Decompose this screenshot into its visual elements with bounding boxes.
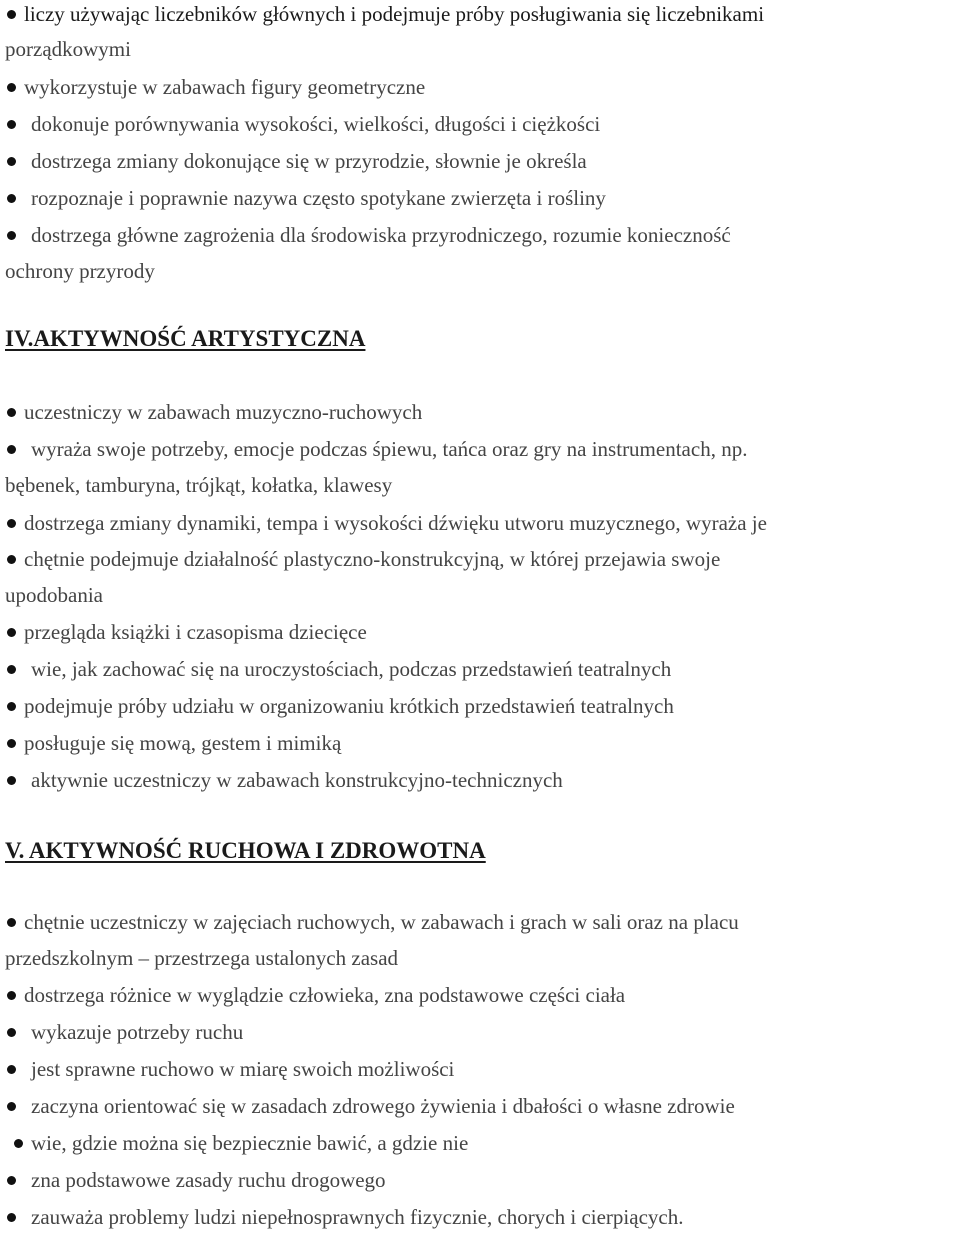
bullet-icon [7,194,16,203]
list-item: dostrzega zmiany dokonujące się w przyrodzie, słownie je określa [31,149,587,173]
list-item: podejmuje próby udziału w organizowaniu krótkich przedstawień teatralnych [24,694,674,718]
list-item: zna podstawowe zasady ruchu drogowego [31,1168,386,1192]
bullet-icon [7,665,16,674]
bullet-icon [14,1139,23,1148]
list-item: dostrzega główne zagrożenia dla środowiska przyrodniczego, rozumie konieczność [31,223,731,247]
list-item: przegląda książki i czasopisma dziecięce [24,620,367,644]
bullet-icon [7,555,16,564]
list-item: zaczyna orientować się w zasadach zdrowego żywienia i dbałości o własne zdrowie [31,1094,735,1118]
list-item-continuation: przedszkolnym – przestrzega ustalonych zasad [5,946,399,970]
bullet-icon [7,991,16,1000]
list-item: wykorzystuje w zabawach figury geometryczne [24,75,426,99]
list-item: wie, gdzie można się bezpiecznie bawić, a gdzie nie [31,1131,469,1155]
list-item: wie, jak zachować się na uroczystościach, podczas przedstawień teatralnych [31,657,672,681]
bullet-icon [7,120,16,129]
list-item: dostrzega zmiany dynamiki, tempa i wysokości dźwięku utworu muzycznego, wyraża je [24,511,767,535]
list-item: chętnie podejmuje działalność plastyczno-konstrukcyjną, w której przejawia swoje [24,547,721,571]
list-item-continuation: ochrony przyrody [5,259,155,283]
list-item: dostrzega różnice w wyglądzie człowieka, zna podstawowe części ciała [24,983,626,1007]
bullet-icon [7,408,16,417]
bullet-icon [7,1176,16,1185]
bullet-icon [7,918,16,927]
list-item: wyraża swoje potrzeby, emocje podczas śpiewu, tańca oraz gry na instrumentach, np. [31,437,748,461]
list-item: jest sprawne ruchowo w miarę swoich możliwości [31,1057,455,1081]
list-item: uczestniczy w zabawach muzyczno-ruchowych [24,400,423,424]
bullet-icon [7,702,16,711]
section-heading: V. AKTYWNOŚĆ RUCHOWA I ZDROWOTNA [5,838,486,863]
bullet-icon [7,1065,16,1074]
bullet-icon [7,1102,16,1111]
section-heading: IV.AKTYWNOŚĆ ARTYSTYCZNA [5,326,366,351]
list-item-continuation: bębenek, tamburyna, trójkąt, kołatka, klawesy [5,473,393,497]
list-item: zauważa problemy ludzi niepełnosprawnych fizycznie, chorych i cierpiących. [31,1205,684,1229]
list-item: chętnie uczestniczy w zajęciach ruchowych, w zabawach i grach w sali oraz na placu [24,910,739,934]
list-item: posługuje się mową, gestem i mimiką [24,731,342,755]
list-item: aktywnie uczestniczy w zabawach konstrukcyjno-technicznych [31,768,563,792]
bullet-icon [7,10,16,19]
list-item: liczy używając liczebników głównych i podejmuje próby posługiwania się liczebnikami [24,2,765,26]
list-item: wykazuje potrzeby ruchu [31,1020,244,1044]
bullet-icon [7,628,16,637]
bullet-icon [7,519,16,528]
bullet-icon [7,231,16,240]
bullet-icon [7,445,16,454]
bullet-icon [7,739,16,748]
bullet-icon [7,1028,16,1037]
bullet-icon [7,1213,16,1222]
bullet-icon [7,157,16,166]
bullet-icon [7,83,16,92]
list-item-continuation: porządkowymi [5,37,131,61]
bullet-icon [7,776,16,785]
list-item: dokonuje porównywania wysokości, wielkości, długości i ciężkości [31,112,601,136]
list-item: rozpoznaje i poprawnie nazywa często spotykane zwierzęta i rośliny [31,186,606,210]
list-item-continuation: upodobania [5,583,103,607]
